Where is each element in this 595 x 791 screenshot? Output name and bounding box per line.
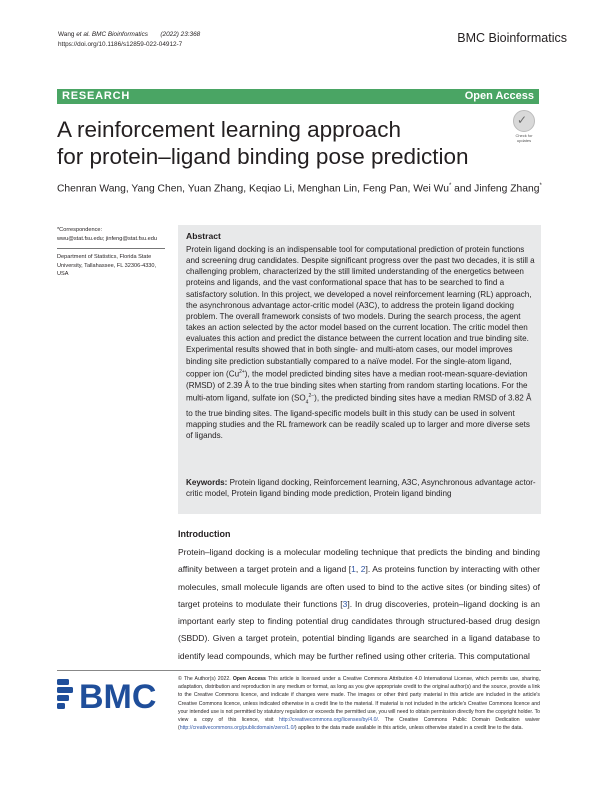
check-updates-icon: ✓ <box>513 110 535 132</box>
citation-ref-2[interactable]: 2 <box>360 564 366 575</box>
article-title: A reinforcement learning approach for protein–ligand binding pose prediction <box>57 117 469 169</box>
public-domain-link[interactable]: http://creativecommons.org/publicdomain/zero/1.0/ <box>179 725 295 732</box>
license-link[interactable]: http://creativecommons.org/licenses/by/4.0/ <box>279 717 378 724</box>
affiliation: Department of Statistics, Florida State University, Tallahassee, FL 32306-4330, USA <box>57 254 157 277</box>
doi-link[interactable]: https://doi.org/10.1186/s12859-022-04912-7 <box>58 41 183 48</box>
open-access-label: Open Access <box>464 90 534 102</box>
license-text: © The Author(s) 2022. Open Access This article is licensed under a Creative Commons Attribution 4.0 International License, which permits use, sharing, adaptation, distribution and reproduction in any medium or format, as long as you give appropriate credit to the original author(s) and the source, provide a link to the Creative Commons licence, and indicate if changes were made. The images or other third party material in this article are included in the article's Creative Commons licence, unless indicated otherwise in a credit line to the material. If material is not included in the article's Creative Commons licence and your intended use is not permitted by statutory regulation or exceeds the permitted use, you will need to obtain permission directly from the copyright holder. To view a copy of this licence, visit http://creativecommons.org/licenses/by/4.0/. The Creative Commons Public Domain Dedication waiver (http://creativecommons.org/publicdomain/zero/1.0/) applies to the data made available in this article, unless otherwise stated in a credit line to the data. <box>178 676 540 732</box>
keywords <box>186 477 536 499</box>
running-header <box>58 30 200 50</box>
citation-ref-1[interactable]: 1 <box>351 564 356 575</box>
footer-divider <box>57 670 541 671</box>
citation-line: Wang et al. BMC Bioinformatics (2022) 23:368 <box>58 31 201 38</box>
abstract-text: Protein ligand docking is an indispensable tool for computational prediction of protein functions and screening drug candidates. Despite significant progress over the past two decades, it is still a challenging problem, characterized by the still limited understanding of the energetics between proteins and ligands, and the vast conformational space that has to be searched to find a satisfactory solution. In this project, we developed a novel reinforcement learning (RL) approach, the asynchronous advantage actor-critic model (A3C), to address the protein ligand docking problem. The overall framework consists of two models. During the search process, the agent takes an action selected by the actor model based on the current location. The critic model then evaluates this action and predict the distance between the current location and true binding site. Experimental results showed that in both single- and multi-atom cases, our model improves binding site prediction substantially compared to a naïve model. For the single-atom ligand, copper ion $(Cu^{2+})$, the model predicted binding sites have a median root-mean-square-deviation (RMSD) of 2.39 Å to the true binding sites when starting from random starting locations. For the multi-atom ligand, sulfate ion $(SO_4^{2-})$, the predicted binding sites have a median RMSD of 3.82 Å to the true binding sites. The ligand-specific models built in this study can be used in solvent mapping studies and the RL framework can be readily scaled up to larger and more diverse sets of ligands. <box>186 245 535 441</box>
svg-text:BMC: BMC <box>79 678 157 713</box>
bmc-logo <box>57 673 167 713</box>
keywords-label: Keywords: <box>186 478 228 487</box>
correspondence-label: *Correspondence: <box>57 227 103 233</box>
introduction-text: Protein–ligand docking is a molecular modeling technique that predicts the binding and binding affinity between a target protein and a ligand [1, 2]. As proteins function by interacting with other molecules, small molecule ligands are often used to bind to the active sites (or binding sites) of target proteins to modulate their functions [3]. In drug discoveries, protein–ligand docking is an important early step to finding potential drug candidates through structured-based drug design (SBDD). Given a target protein, potential binding ligands are searched in a ligand database to identify lead compounds, which may be further refined using other criteria. This computational <box>178 547 540 661</box>
introduction-heading: Introduction <box>178 529 231 539</box>
article-type-label: RESEARCH <box>62 90 131 102</box>
correspondence-emails[interactable]: wwu@stat.fsu.edu; jinfeng@stat.fsu.edu <box>57 235 157 242</box>
author-list: Chenran Wang, Yang Chen, Yuan Zhang, Keqiao Li, Menghan Lin, Feng Pan, Wei Wu* and Jinfeng Zhang* <box>57 183 542 195</box>
correspondence-sidebar <box>57 226 165 279</box>
sidebar-divider <box>57 248 165 249</box>
keywords-text: Protein ligand docking, Reinforcement learning, A3C, Asynchronous advantage actor-critic model, Protein ligand binding mode prediction, Protein ligand binding <box>186 478 536 499</box>
citation-ref-3[interactable]: 3 <box>342 598 348 609</box>
check-for-updates-badge[interactable]: ✓ Check for updates <box>510 110 538 138</box>
article-type-banner <box>57 89 539 104</box>
journal-name: BMC Bioinformatics <box>457 31 567 45</box>
abstract-heading: Abstract <box>186 231 221 241</box>
